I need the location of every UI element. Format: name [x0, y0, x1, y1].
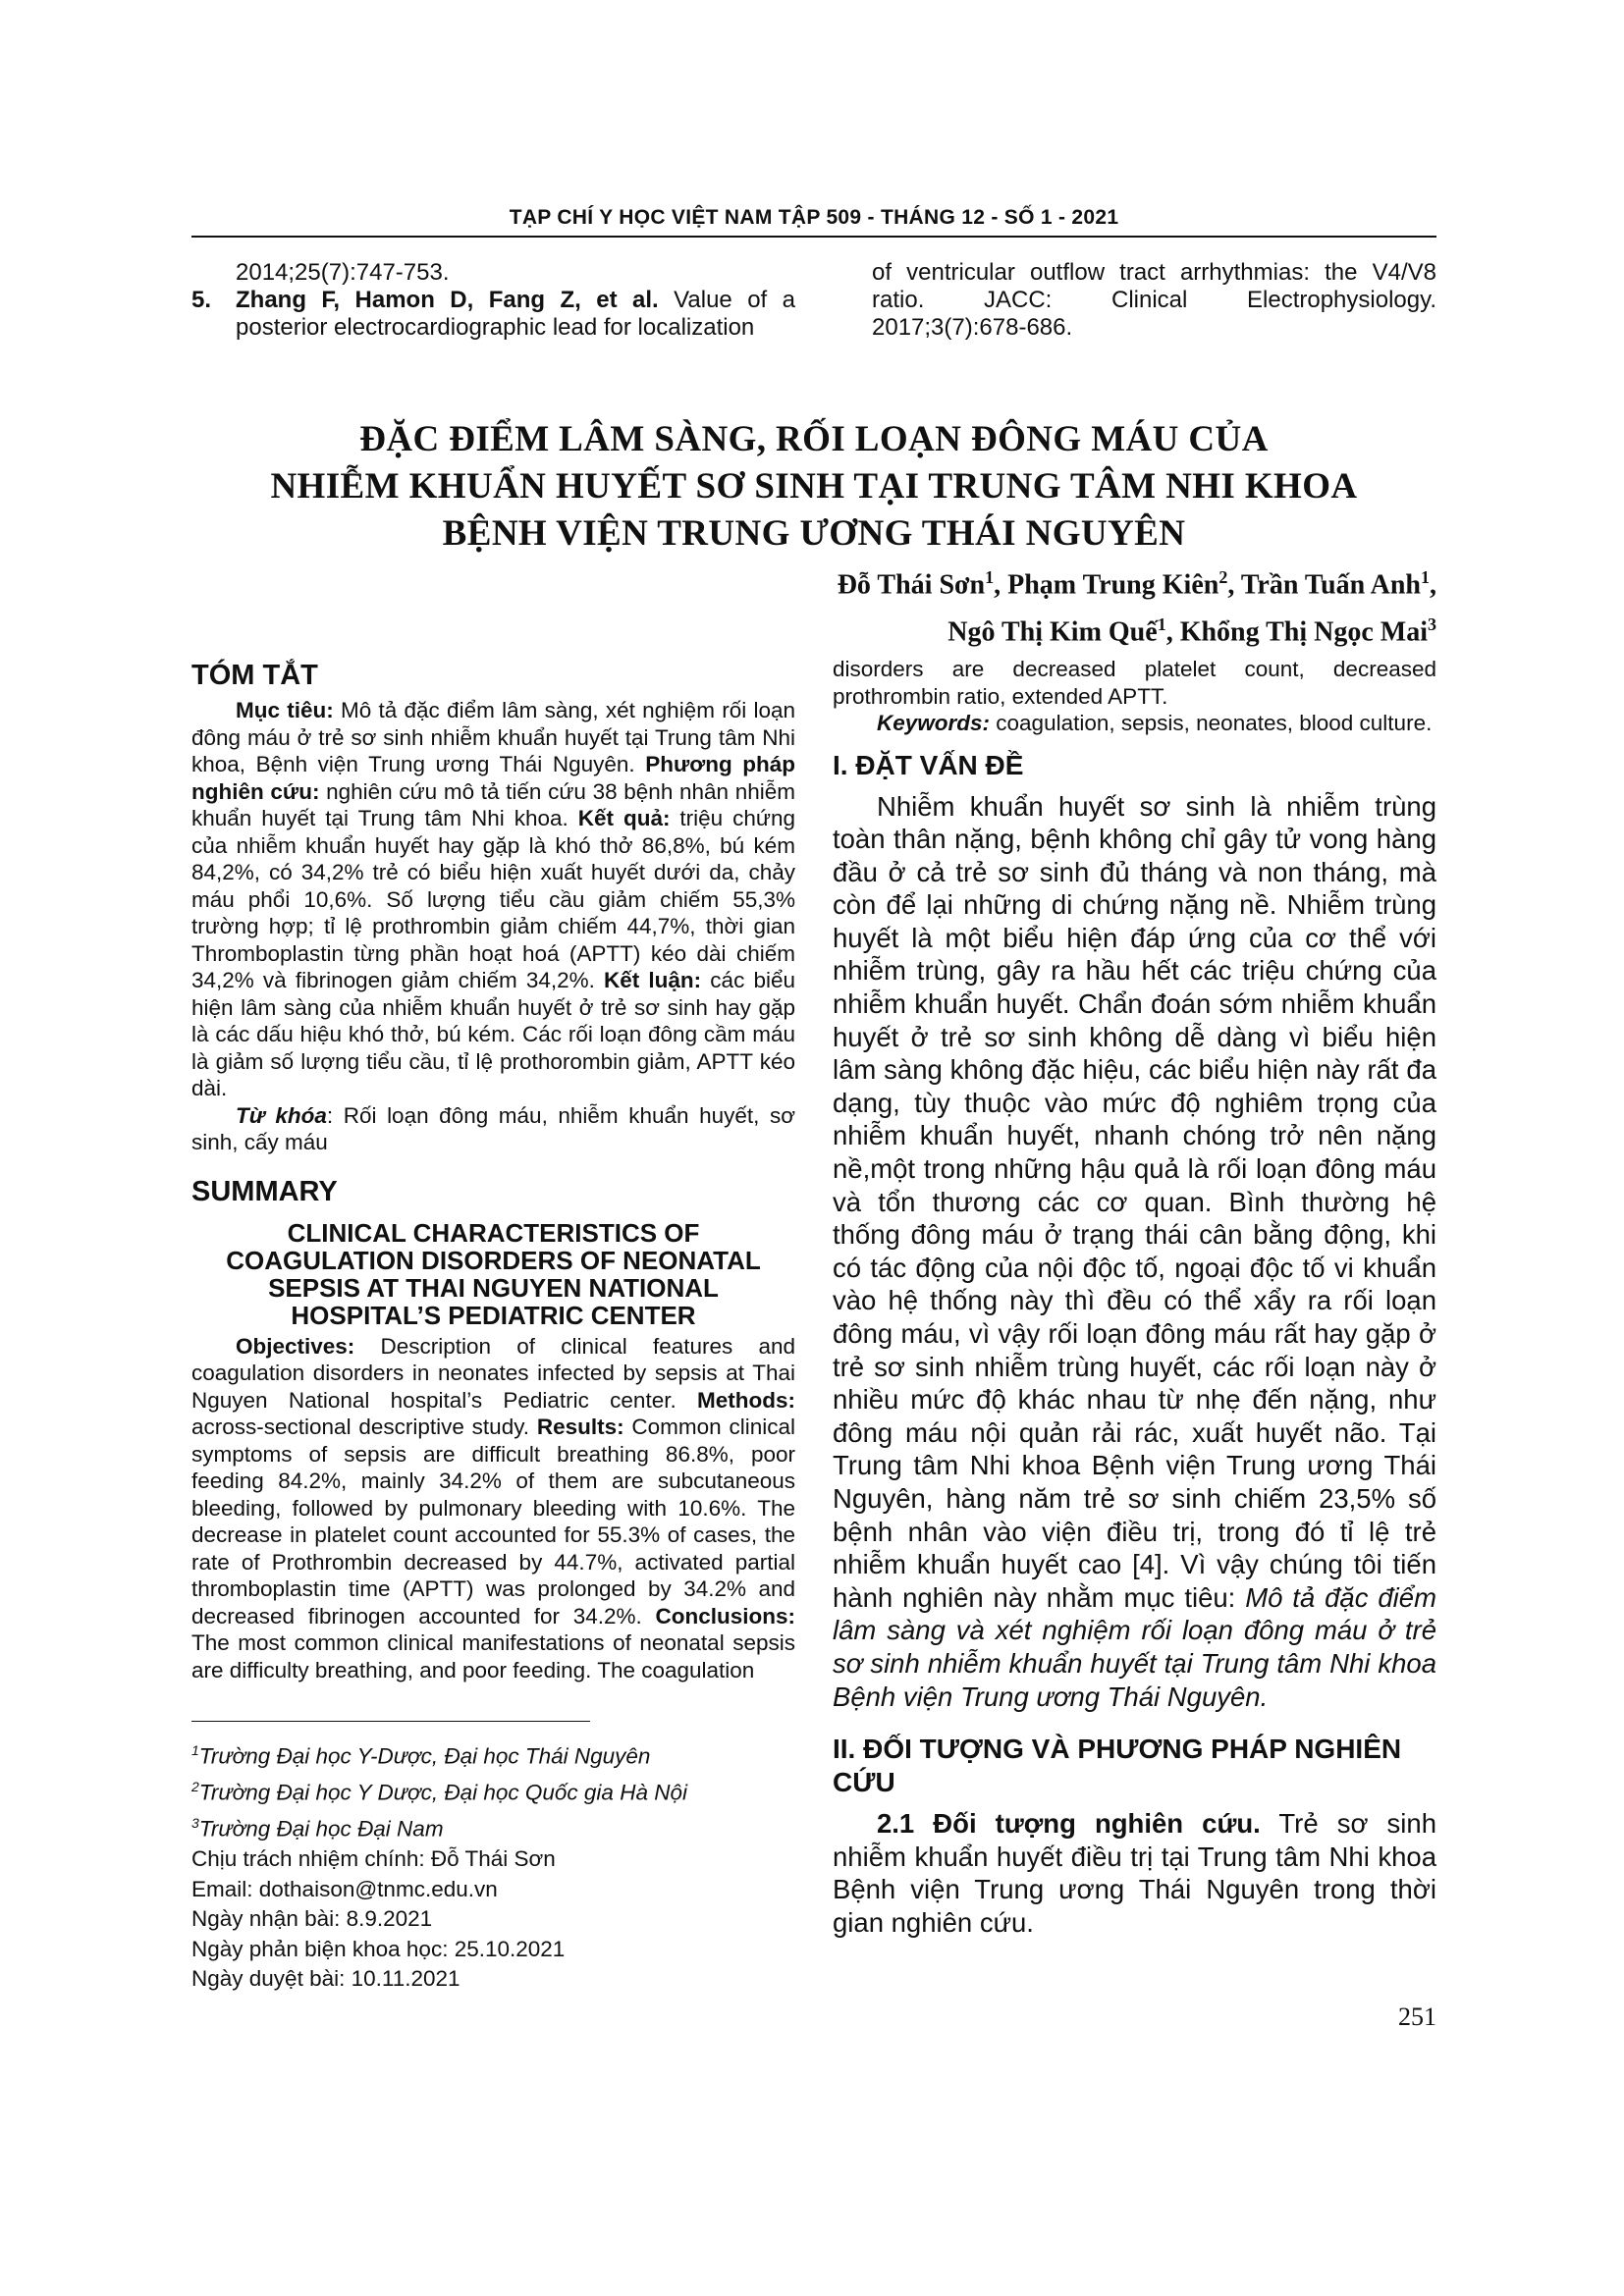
author-affiliation: 1	[1421, 567, 1430, 587]
summary-title	[191, 1219, 795, 1329]
summary-heading: SUMMARY	[191, 1175, 338, 1207]
summary-continuation: disorders are decreased platelet count, decreased prothrombin ratio, extended APTT.	[833, 657, 1436, 709]
abstract-heading: TÓM TẮT	[191, 660, 318, 691]
author-list	[589, 558, 1436, 653]
keywords-vietnamese	[191, 1102, 795, 1156]
summary-title-line: HOSPITAL’S PEDIATRIC CENTER	[291, 1300, 696, 1330]
reference-item-5	[191, 287, 795, 342]
section-2-1-label: 2.1 Đối tượng nghiên cứu.	[877, 1808, 1261, 1840]
summary-methods-label: Methods:	[697, 1387, 795, 1413]
author-separator: ,	[994, 569, 1008, 601]
abstract-vietnamese	[191, 697, 795, 1102]
affiliation-text: Trường Đại học Y-Dược, Đại học Thái Nguyên	[198, 1743, 651, 1769]
reference-continuation: 2014;25(7):747-753.	[236, 259, 450, 286]
author-name: Phạm Trung Kiên	[1007, 569, 1219, 601]
accepted-date: Ngày duyệt bài: 10.11.2021	[191, 1966, 460, 1991]
affiliation-text: Trường Đại học Đại Nam	[198, 1816, 444, 1842]
author-name: Ngô Thị Kim Quế	[947, 616, 1158, 648]
references-right: of ventricular outflow tract arrhythmias: the V4/V8 ratio. JACC: Clinical Electrophysiology. 2017;3(7):678-686.	[872, 259, 1436, 341]
affiliation-number: 3	[191, 1815, 199, 1831]
author-affiliation: 1	[1157, 614, 1166, 635]
summary-results-text: Common clinical symptoms of sepsis are difficult breathing 86.8%, poor feeding 84.2%, mainly 34.2% of them are subcutaneous bleeding, followed by pulmonary bleeding with 10.6%. The decrease in platelet count accounted for 55.3% of cases, the rate of Prothrombin decreased by 44.7%, activated partial thromboplastin time (APTT) was prolonged by 34.2% and decreased fibrinogen accounted for 34.2%.	[191, 1415, 795, 1629]
abstract-conclusion-text: các biểu hiện lâm sàng của nhiễm khuẩn huyết ở trẻ sơ sinh hay gặp là các dấu hiệu khó thở, bú kém. Các rối loạn đông cầm máu là giảm số lượng tiểu cầu, tỉ lệ prothorombin giảm, APTT kéo dài.	[191, 968, 795, 1100]
keywords-label-en: Keywords:	[877, 711, 991, 735]
received-date: Ngày nhận bài: 8.9.2021	[191, 1906, 433, 1931]
author-affiliation: 1	[985, 567, 995, 587]
summary-objectives-label: Objectives:	[236, 1333, 355, 1359]
summary-conclusions-text: The most common clinical manifestations of neonatal sepsis are difficulty breathing, and poor feeding. The coagulation	[191, 1630, 795, 1682]
footnote-rule	[191, 1721, 590, 1722]
abstract-results-text: triệu chứng của nhiễm khuẩn huyết hay gặp là khó thở 86,8%, bú kém 84,2%, có 34,2% trẻ có biểu hiện xuất huyết dưới da, chảy máu phổi 10,6%. Số lượng tiểu cầu giảm chiếm 55,3% trường hợp; tỉ lệ prothrombin giảm chiếm 44,7%, thời gian Thromboplastin từng phần hoạt hoá (APTT) kéo dài chiếm 34,2% và fibrinogen giảm chiếm 34,2%.	[191, 806, 796, 992]
keywords-text: : Rối loạn đông máu, nhiễm khuẩn huyết, sơ sinh, cấy máu	[191, 1102, 795, 1154]
section-1-heading: I. ĐẶT VẤN ĐỀ	[833, 749, 1024, 780]
affiliation-3	[191, 1808, 795, 1844]
summary-title-line: SEPSIS AT THAI NGUYEN NATIONAL	[268, 1272, 719, 1303]
keywords-english	[833, 710, 1436, 737]
section-1-text: Nhiễm khuẩn huyết sơ sinh là nhiễm trùng toàn thân nặng, bệnh không chỉ gây tử vong hàng đầu ở cả trẻ sơ sinh đủ tháng và non tháng, mà còn để lại những di chứng nặng nề. Nhiễm trùng huyết là một biểu hiện đáp ứng của cơ thể với nhiễm trùng, gây ra hầu hết các triệu chứng của nhiễm khuẩn huyết. Chẩn đoán sớm nhiễm khuẩn huyết ở trẻ sơ sinh không dễ dàng vì biểu hiện lâm sàng không đặc hiệu, các biểu hiện này rất đa dạng, tùy thuộc vào mức độ nghiêm trọng của nhiễm khuẩn huyết, nhanh chóng trở nên nặng nề,một trong những hậu quả là rối loạn đông máu và tổn thương các cơ quan. Bình thường hệ thống đông máu ở trạng thái cân bằng động, khi có tác động của nội độc tố, ngoại độc tố vi khuẩn vào hệ thống này thì đều có thể xẩy ra rối loạn đông máu, vì vậy rối loạn đông máu rất hay gặp ở trẻ sơ sinh nhiễm trùng huyết, các rối loạn này ở nhiều mức độ khác nhau từ nhẹ đến nặng, như đông máu nội quản rải rác, xuất huyết não. Tại Trung tâm Nhi khoa Bệnh viện Trung ương Thái Nguyên, hàng năm trẻ sơ sinh chiếm 23,5% số bệnh nhân vào viện điều trị, trong đó tỉ lệ trẻ nhiễm khuẩn huyết cao [4]. Vì vậy chúng tôi tiến hành nghiên này nhằm mục tiêu:	[833, 790, 1436, 1613]
references-left	[191, 259, 795, 342]
responsible-author: Chịu trách nhiệm chính: Đỗ Thái Sơn	[191, 1846, 556, 1871]
right-column	[833, 656, 1436, 1940]
author-separator: ,	[1165, 616, 1180, 648]
keywords-label: Từ khóa	[236, 1102, 327, 1128]
summary-methods-text: across-sectional descriptive study.	[191, 1415, 537, 1439]
abstract-objective-text: Mô tả đặc điểm lâm sàng, xét nghiệm rối loạn đông máu ở trẻ sơ sinh nhiễm khuẩn huyết tại Trung tâm Nhi khoa, Bệnh viện Trung ương Thái Nguyên.	[191, 698, 795, 776]
abstract-objective-label: Mục tiêu:	[236, 698, 334, 722]
author-name: Khổng Thị Ngọc Mai	[1179, 616, 1428, 648]
summary-title-line: CLINICAL CHARACTERISTICS OF	[287, 1217, 700, 1248]
section-1-body	[833, 790, 1436, 1714]
author-name: Trần Tuấn Anh	[1240, 569, 1421, 601]
contact-email[interactable]: Email: dothaison@tnmc.edu.vn	[191, 1876, 498, 1901]
section-2-1-text: Trẻ sơ sinh nhiễm khuẩn huyết điều trị tại Trung tâm Nhi khoa Bệnh viện Trung ương Thái Nguyên trong thời gian nghiên cứu.	[833, 1808, 1436, 1938]
section-1-aim: Mô tả đặc điểm lâm sàng và xét nghiệm rối loạn đông máu ở trẻ sơ sinh nhiễm khuẩn huyết tại Trung tâm Nhi khoa Bệnh viện Trung ương Thái Nguyên.	[833, 1581, 1436, 1712]
section-2-heading: II. ĐỐI TƯỢNG VÀ PHƯƠNG PHÁP NGHIÊN CỨU	[833, 1734, 1402, 1798]
affiliation-2	[191, 1772, 795, 1808]
author-affiliation: 3	[1428, 614, 1436, 635]
summary-conclusions-label: Conclusions:	[655, 1603, 795, 1629]
reference-authors: Zhang F, Hamon D, Fang Z, et al.	[236, 287, 659, 313]
article-title	[191, 416, 1436, 558]
author-line	[589, 605, 1436, 652]
affiliation-text: Trường Đại học Y Dược, Đại học Quốc gia Hà Nội	[198, 1780, 687, 1805]
reference-text: Value of a posterior electrocardiographic lead for localization	[236, 287, 795, 341]
summary-english	[191, 1333, 795, 1684]
abstract-conclusion-label: Kết luận:	[604, 968, 702, 992]
author-separator: ,	[1430, 569, 1436, 601]
affiliation-1	[191, 1735, 795, 1772]
title-line: NHIỄM KHUẨN HUYẾT SƠ SINH TẠI TRUNG TÂM NHI KHOA	[270, 466, 1358, 507]
author-line	[589, 558, 1436, 605]
summary-objectives-text: Description of clinical features and coagulation disorders in neonates infected by sepsis at Thai Nguyen National hospital’s Pediatric center.	[191, 1333, 795, 1413]
review-date: Ngày phản biện khoa học: 25.10.2021	[191, 1936, 566, 1961]
affiliation-number: 2	[191, 1779, 199, 1794]
summary-results-label: Results:	[536, 1415, 624, 1439]
author-name: Đỗ Thái Sơn	[837, 569, 986, 601]
title-line: ĐẶC ĐIỂM LÂM SÀNG, RỐI LOẠN ĐÔNG MÁU CỦA	[359, 419, 1269, 459]
page-number: 251	[1398, 2002, 1436, 2031]
keywords-text-en: coagulation, sepsis, neonates, blood culture.	[990, 711, 1433, 735]
affiliation-number: 1	[191, 1742, 199, 1758]
journal-header: TẠP CHÍ Y HỌC VIỆT NAM TẬP 509 - THÁNG 12 - SỐ 1 - 2021	[509, 206, 1119, 229]
footnotes	[191, 1735, 795, 1995]
summary-title-line: COAGULATION DISORDERS OF NEONATAL	[226, 1245, 761, 1275]
header-rule	[191, 236, 1436, 238]
left-column	[191, 658, 795, 1995]
author-affiliation: 2	[1218, 567, 1228, 587]
abstract-results-label: Kết quả:	[577, 806, 671, 830]
title-line: BỆNH VIỆN TRUNG ƯƠNG THÁI NGUYÊN	[442, 513, 1186, 554]
reference-number: 5.	[191, 287, 212, 313]
abstract-methods-label: Phương pháp nghiên cứu:	[191, 752, 795, 804]
section-2-1-body	[833, 1807, 1436, 1939]
abstract-methods-text: nghiên cứu mô tả tiến cứu 38 bệnh nhân nhiễm khuẩn huyết tại Trung tâm Nhi khoa.	[191, 778, 795, 830]
author-separator: ,	[1227, 569, 1241, 601]
